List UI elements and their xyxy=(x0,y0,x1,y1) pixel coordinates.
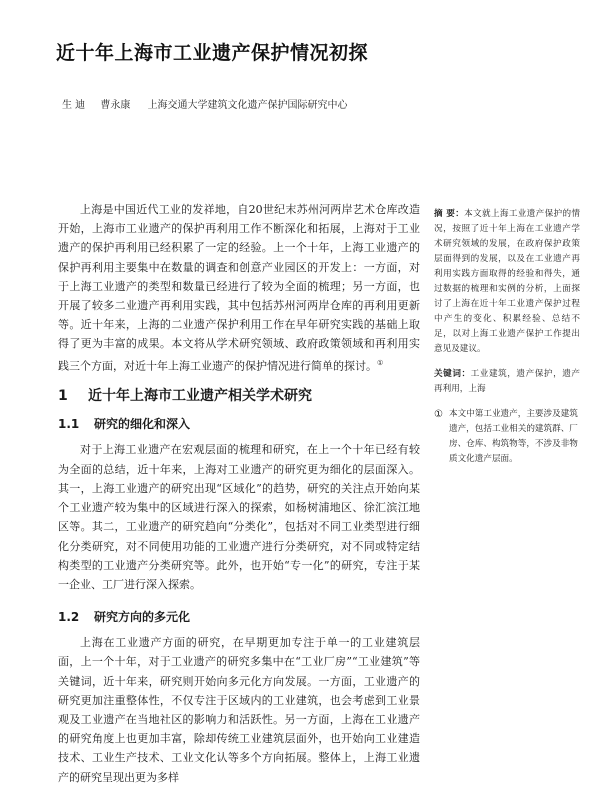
section-1-1-title: 研究的细化和深入 xyxy=(94,417,191,432)
section-1-2-paragraph: 上海在工业遗产方面的研究，在早期更加专注于单一的工业建筑层面，上一个十年，对于工业遗产的研究多集中在“工业厂房”“工业建筑”等关键词，近十年来，研究则开始向多元化方向发展。一方面，工业遗产的研究更加注重整体性，不仅专注于区域内的工业建筑，也会考虑到工业景观及工业遗产在当地社区的影响力和活跃性。另一方面，上海在工业遗产的研究角度上也更加丰富，除却传统工业建筑层面外，也开始向工业建造技术、工业生产技术、工业文化认等多个方向拓展。整体上，上海工业遗产的研究呈现出更为多样 xyxy=(58,636,420,784)
keywords-text: 工业建筑，遗产保护，遗产再利用，上海 xyxy=(434,369,580,394)
keywords-label: 关键词： xyxy=(434,369,471,379)
footnote xyxy=(434,407,580,467)
footnote-mark: ① xyxy=(434,409,443,420)
abstract-label: 摘 要： xyxy=(434,209,465,219)
footnote-text: 本文中第工业遗产，主要涉及建筑遗产，包括工业相关的建筑群、厂房、仓库、构筑物等，不涉及非物质文化遗产层面。 xyxy=(448,409,578,464)
section-1-1-number: 1.1 xyxy=(58,417,80,432)
section-1-2-heading xyxy=(58,608,420,625)
intro-text: 上海是中国近代工业的发祥地，自20世纪末苏州河两岸艺术仓库改造开始，上海市工业遗产的保护再利用工作不断深化和拓展，上海对于工业遗产的保护再利用已经积累了一定的经验。上一个十年，上海工业遗产的保护再利用主要集中在数量的调查和创意产业园区的开发上：一方面，对于上海工业遗产的类型和数量已经进行了较为全面的梳理；另一方面，也开展了较多二业遗产再利用实践，其中包括苏州河两岸仓库的再利用更新等。近十年来，上海的二业遗产保护利用工作在早年研究实践的基础上取得了更为丰富的成果。本文将从学术研究领域、政府政策领域和再利用实践三个方面，对近十年上海工业遗产的保护情况进行简单的探讨。 xyxy=(58,203,420,373)
keywords xyxy=(434,367,580,397)
abstract-text: 本文就上海工业遗产保护的情况，按照了近十年上海在工业遗产学术研究领域的发展，在政府保护政策层面得到的发展，以及在工业遗产再利用实践方面取得的经验和得失，通过数据的梳理和实例的分析，上面探讨了上海在近十年工业遗产保护过程中产生的变化、积累经验、总结不足，以对上海工业遗产保护工作提出意见及建议。 xyxy=(434,209,580,354)
section-1-1-heading xyxy=(58,415,420,432)
article-title: 近十年上海市工业遗产保护情况初探 xyxy=(56,42,369,64)
sidebar-column xyxy=(434,207,580,467)
author-1: 生 迪 xyxy=(62,100,86,111)
abstract xyxy=(434,207,580,357)
section-1-1-paragraph: 对于上海工业遗产在宏观层面的梳理和研究，在上一个十年已经有较为全面的总结，近十年来，上海对工业遗产的研究更为细化的层面深入。其一，上海工业遗产的研究出现“区域化”的趋势，研究的关注点开始向某个工业遗产较为集中的区域进行深入的探索，如杨树浦地区、徐汇滨江地区等。其二，工业遗产的研究趋向“分类化”，包括对不同工业类型进行细化分类研究，对不同使用功能的工业遗产进行分类研究，对不同或特定结构类型的工业遗产分类研究等。此外，也开始“专一化”的研究，专注于某一企业、工厂进行深入探索。 xyxy=(58,443,420,591)
section-1-2-title: 研究方向的多元化 xyxy=(94,610,191,625)
section-1-title: 近十年上海市工业遗产相关学术研究 xyxy=(88,388,312,405)
section-1-number: 1 xyxy=(58,388,68,405)
main-column xyxy=(58,200,420,787)
footnote-reference: ① xyxy=(377,358,384,367)
author-line xyxy=(62,96,348,111)
section-1-heading xyxy=(58,385,420,405)
section-1-2-number: 1.2 xyxy=(58,610,80,625)
affiliation: 上海交通大学建筑文化遗产保护国际研究中心 xyxy=(147,100,348,111)
intro-paragraph xyxy=(58,200,420,375)
author-2: 曹永康 xyxy=(100,100,131,111)
